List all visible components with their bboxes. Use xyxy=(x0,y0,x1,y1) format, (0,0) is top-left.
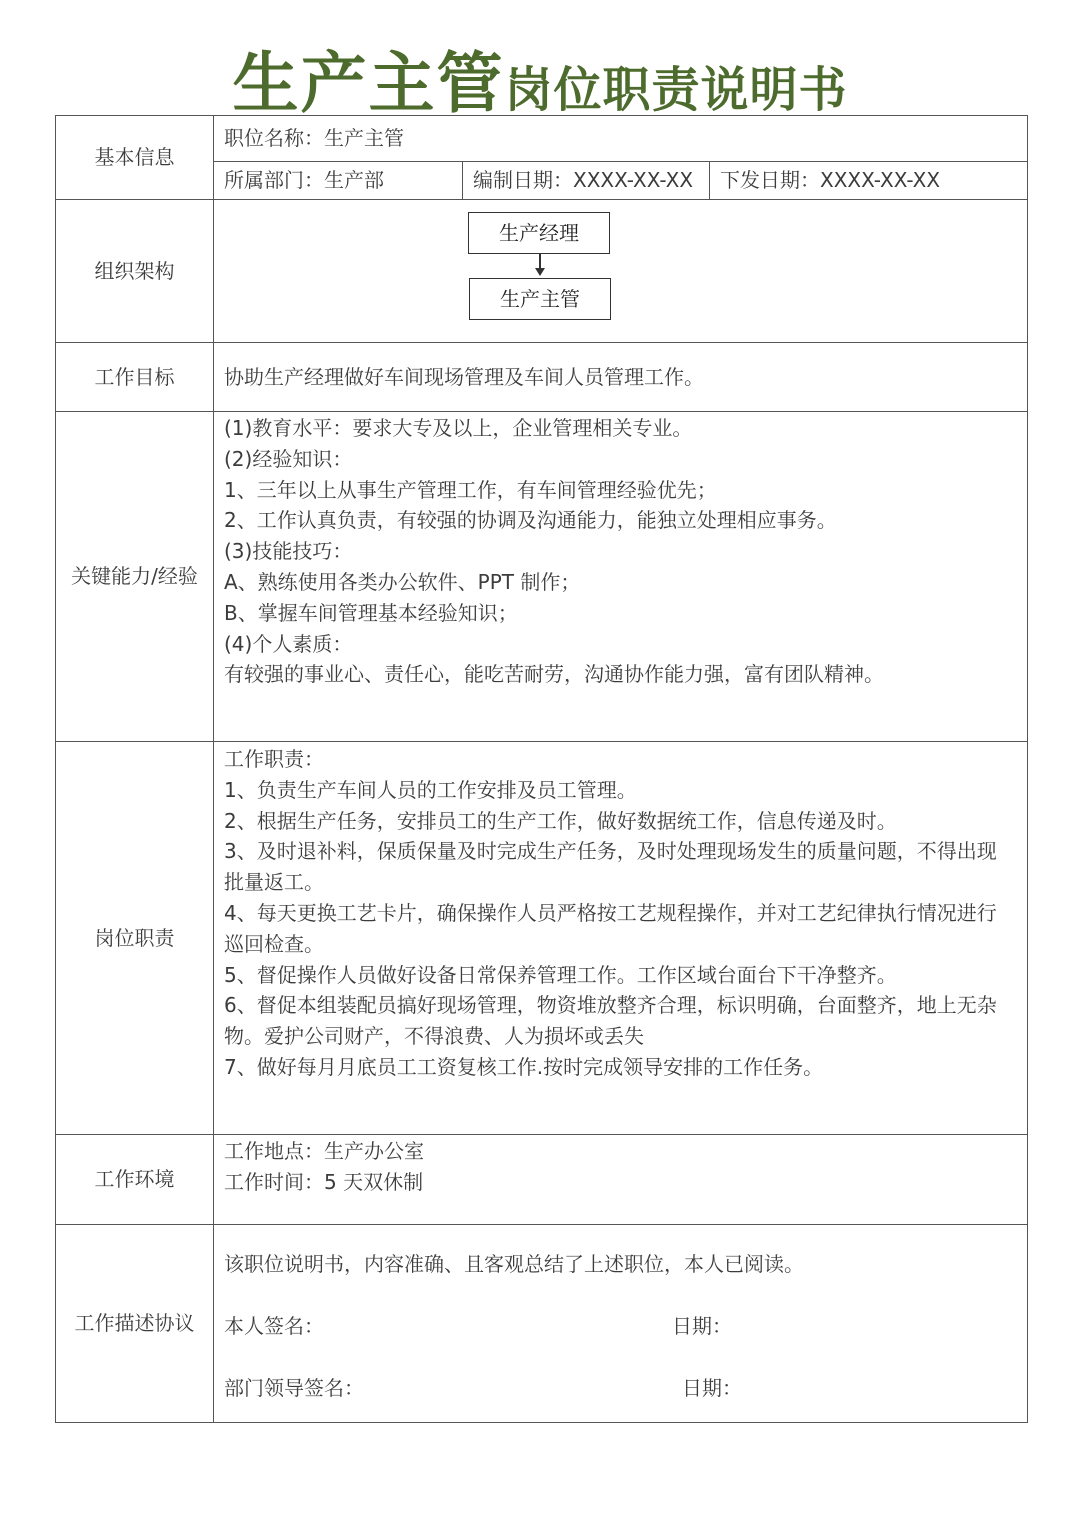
ability-line: (4)个人素质： xyxy=(224,631,353,656)
basic-info-row xyxy=(55,115,1028,199)
title-sub: 岗位职责说明书 xyxy=(504,62,848,118)
compile-date: 编制日期：XXXX-XX-XX xyxy=(473,168,694,193)
department: 所属部门：生产部 xyxy=(224,168,384,193)
duty-line: 2、根据生产任务，安排员工的生产工作，做好数据统工作，信息传递及时。 xyxy=(224,808,897,833)
document-title xyxy=(0,30,1080,122)
basic-info-content xyxy=(214,116,1027,199)
duty-line: 4、每天更换工艺卡片，确保操作人员严格按工艺规程操作，并对工艺纪律执行情况进行巡回检查。 xyxy=(224,900,997,956)
ability-line: A、熟练使用各类办公软件、PPT 制作； xyxy=(224,569,581,594)
leader-date: 日期： xyxy=(682,1376,742,1400)
duties-label: 岗位职责 xyxy=(56,742,214,1134)
duty-line: 5、督促操作人员做好设备日常保养管理工作。工作区域台面台下干净整齐。 xyxy=(224,962,897,987)
arrow-down-icon xyxy=(535,268,545,276)
position-name: 职位名称：生产主管 xyxy=(224,126,404,151)
org-row xyxy=(55,199,1028,342)
goal-content xyxy=(214,343,1027,411)
position-name-cell xyxy=(214,116,1027,162)
title-main: 生产主管 xyxy=(232,44,505,122)
issue-date: 下发日期：XXXX-XX-XX xyxy=(720,168,941,193)
duties-content xyxy=(214,742,1027,1134)
org-box-supervisor: 生产主管 xyxy=(469,278,611,320)
ability-line: (3)技能技巧： xyxy=(224,539,353,564)
self-signature: 本人签名： xyxy=(224,1314,324,1338)
org-box-manager: 生产经理 xyxy=(468,212,610,254)
org-chart xyxy=(214,200,1027,342)
goal-row xyxy=(55,342,1028,411)
environment-content xyxy=(214,1135,1027,1224)
goal-label: 工作目标 xyxy=(56,343,214,411)
environment-row xyxy=(55,1134,1028,1224)
agreement-label: 工作描述协议 xyxy=(56,1225,214,1422)
agreement-content xyxy=(214,1225,1027,1422)
duty-line: 工作职责： xyxy=(224,747,324,771)
ability-line: 有较强的事业心、责任心，能吃苦耐劳，沟通协作能力强，富有团队精神。 xyxy=(224,662,884,687)
compile-date-cell xyxy=(462,162,709,199)
org-connector xyxy=(539,254,541,268)
ability-line: 1、三年以上从事生产管理工作，有车间管理经验优先； xyxy=(224,477,717,502)
basic-info-subrow xyxy=(214,162,1027,199)
department-cell xyxy=(214,162,462,199)
ability-row xyxy=(55,411,1028,741)
leader-signature: 部门领导签名： xyxy=(224,1376,364,1400)
environment-label: 工作环境 xyxy=(56,1135,214,1224)
duty-line: 7、做好每月月底员工工资复核工作.按时完成领导安排的工作任务。 xyxy=(224,1054,824,1079)
ability-label: 关键能力/经验 xyxy=(56,412,214,741)
basic-info-label: 基本信息 xyxy=(56,116,214,199)
ability-content xyxy=(214,412,1027,741)
agreement-statement: 该职位说明书，内容准确、且客观总结了上述职位，本人已阅读。 xyxy=(224,1252,804,1276)
agreement-row xyxy=(55,1224,1028,1423)
issue-date-cell xyxy=(709,162,1027,199)
ability-line: (1)教育水平：要求大专及以上，企业管理相关专业。 xyxy=(224,416,693,440)
goal-text: 协助生产经理做好车间现场管理及车间人员管理工作。 xyxy=(224,364,704,389)
duty-line: 6、督促本组装配员搞好现场管理，物资堆放整齐合理，标识明确，台面整齐，地上无杂物。爱护公司财产，不得浪费、人为损坏或丢失 xyxy=(224,993,997,1049)
self-date: 日期： xyxy=(672,1314,732,1338)
ability-line: B、掌握车间管理基本经验知识； xyxy=(224,600,518,625)
org-label: 组织架构 xyxy=(56,200,214,342)
ability-line: 2、工作认真负责，有较强的协调及沟通能力，能独立处理相应事务。 xyxy=(224,508,837,533)
work-time: 工作时间：5 天双休制 xyxy=(224,1169,424,1194)
work-place: 工作地点：生产办公室 xyxy=(224,1139,424,1163)
ability-line: (2)经验知识： xyxy=(224,446,353,471)
duty-line: 1、负责生产车间人员的工作安排及员工管理。 xyxy=(224,777,637,802)
duty-line: 3、及时退补料，保质保量及时完成生产任务，及时处理现场发生的质量问题，不得出现批量返工。 xyxy=(224,839,997,895)
duties-row xyxy=(55,741,1028,1134)
